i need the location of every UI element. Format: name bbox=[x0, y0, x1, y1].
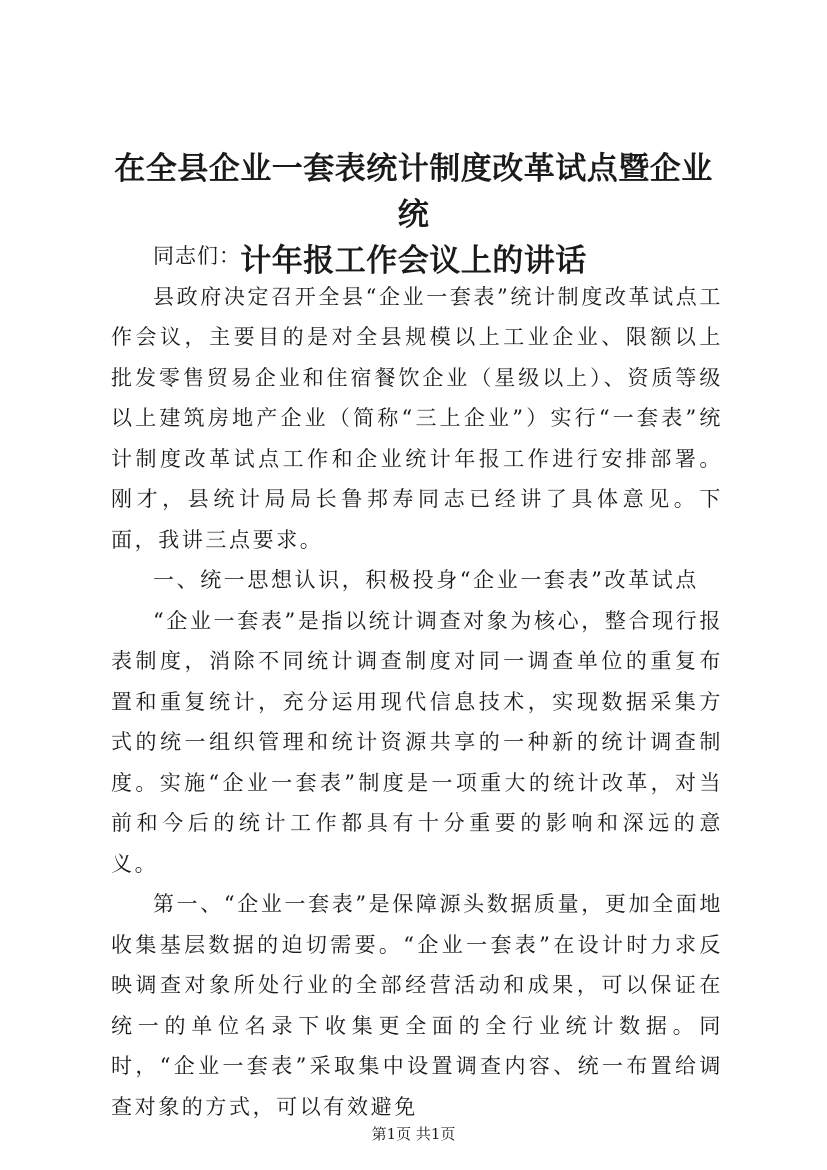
greeting-paragraph: 同志们： bbox=[153, 244, 241, 268]
point-one-paragraph: 第一、“企业一套表”是保障源头数据质量，更加全面地收集基层数据的迫切需要。“企业一套表”在设计时力求反映调查对象所处行业的全部经营活动和成果，可以保证在统一的单位名录下收集更全面的全行业统计数据。同时，“企业一套表”采取集中设置调查内容、统一布置给调查对象的方式，可以有效避免 bbox=[111, 892, 723, 1119]
intro-paragraph: 县政府决定召开全县“企业一套表”统计制度改革试点工作会议，主要目的是对全县规模以上工业企业、限额以上批发零售贸易企业和住宿餐饮企业（星级以上）、资质等级以上建筑房地产企业（简称“三上企业”）实行“一套表”统计制度改革试点工作和企业统计年报工作进行安排部署。刚才，县统计局局长鲁邦寿同志已经讲了具体意见。下面，我讲三点要求。 bbox=[111, 284, 723, 552]
page-footer: 第1页 共1页 bbox=[371, 1125, 456, 1143]
document-body bbox=[111, 236, 723, 1127]
definition-paragraph: “企业一套表”是指以统计调查对象为核心，整合现行报表制度，消除不同统计调查制度对同一调查单位的重复布置和重复统计，充分运用现代信息技术，实现数据采集方式的统一组织管理和统计资源共享的一种新的统计调查制度。实施“企业一套表”制度是一项重大的统计改革，对当前和今后的统计工作都具有十分重要的影响和深远的意义。 bbox=[111, 608, 723, 876]
section-heading-1: 一、统一思想认识，积极投身“企业一套表”改革试点 bbox=[153, 568, 699, 592]
title-line-1: 在全县企业一套表统计制度改革试点暨企业统 bbox=[114, 151, 713, 233]
title-line-2: 计年报工作会议上的讲话 bbox=[240, 243, 587, 279]
